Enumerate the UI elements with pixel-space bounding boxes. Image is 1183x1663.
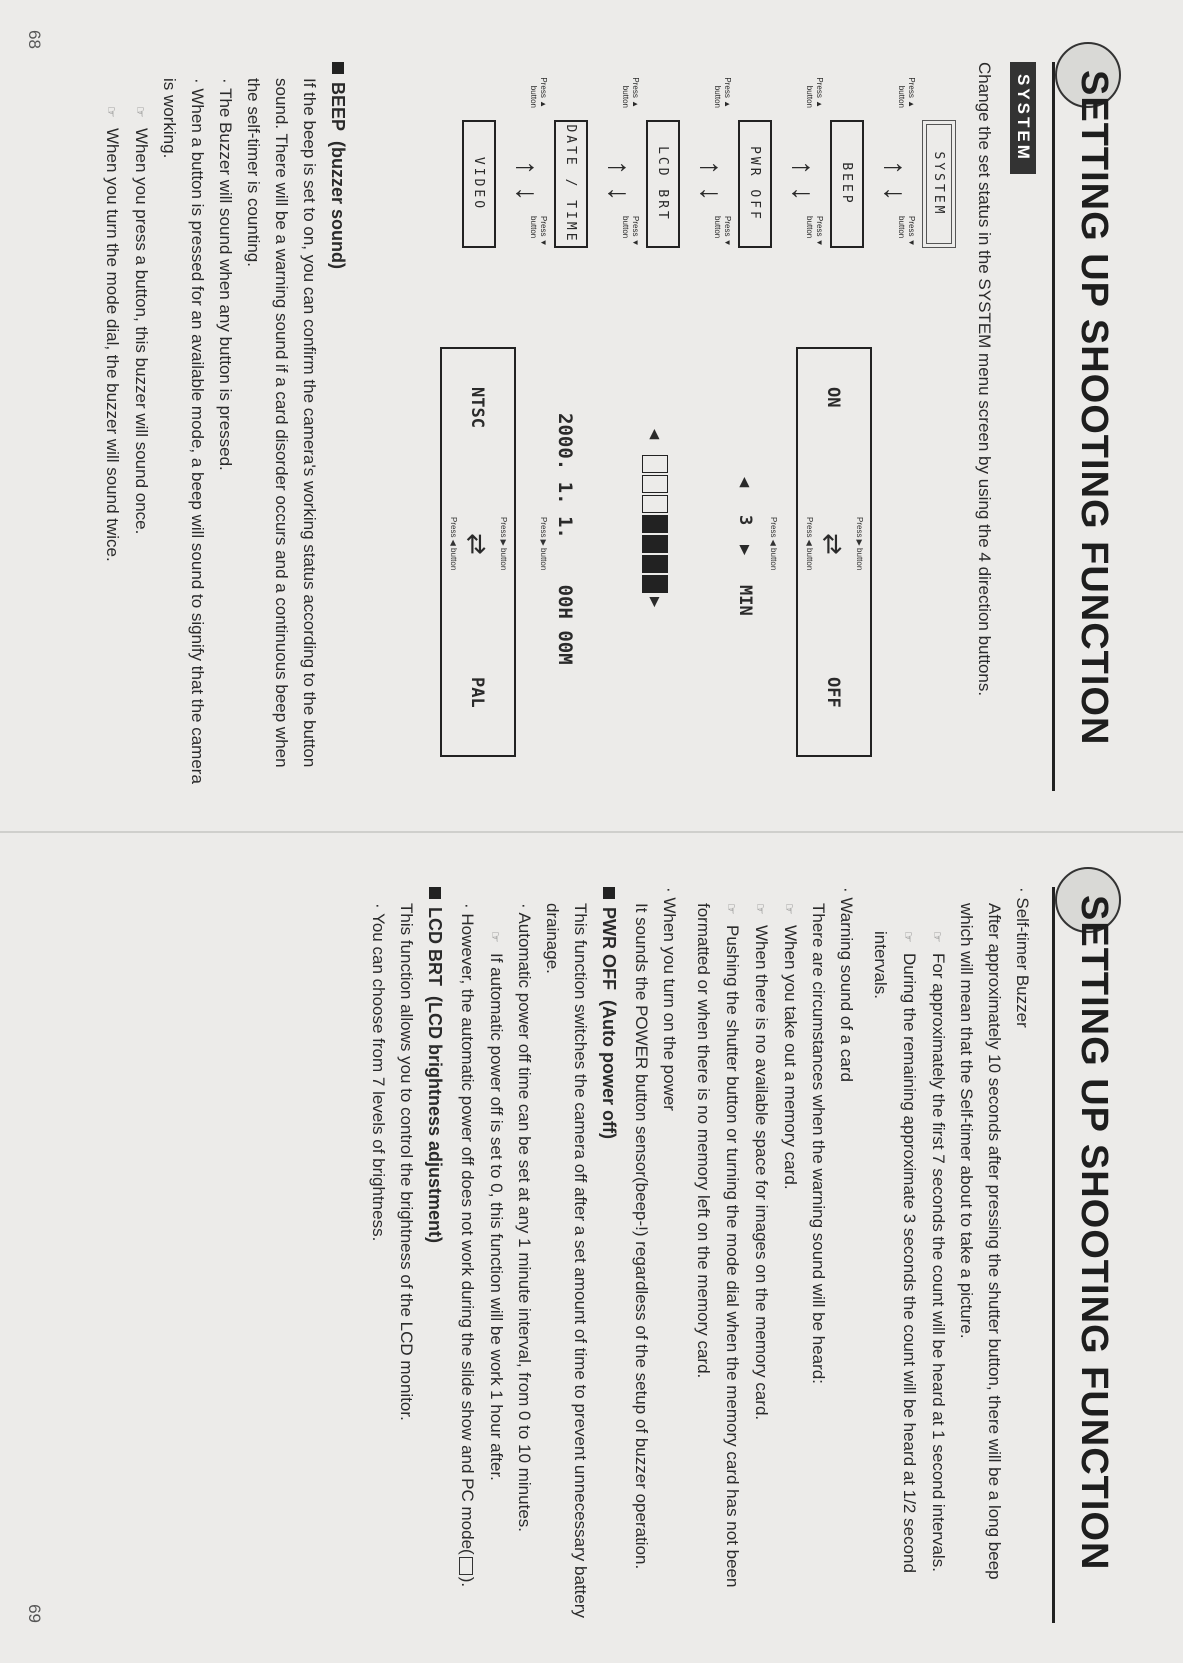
beep-on-value: ON (823, 387, 843, 408)
page-header (1052, 887, 1125, 1623)
press-left-note: Press ◀ button (769, 517, 778, 571)
press-right-note: Press ▶ button (855, 517, 864, 571)
warning-card-note: ☞When you take out a memory card. (775, 887, 804, 1623)
beep-note: ☞When you press a button, this buzzer will sound once. (126, 62, 155, 791)
menu-item-video: VIDEO (462, 120, 496, 248)
power-on-section (627, 887, 683, 1623)
pointing-hand-icon: ☞ (930, 931, 945, 943)
pwr-off-note: ☞If automatic power off is set to 0, this function will be work 1 hour after. (481, 887, 510, 1623)
menu-item-date-time: DATE / TIME (554, 120, 588, 248)
power-on-heading: · When you turn on the power (660, 887, 679, 1111)
warning-card-heading: · Warning sound of a card (837, 887, 856, 1082)
down-arrow-icon: ↓ (786, 186, 819, 201)
press-down-note: Press ▼ button (805, 216, 824, 247)
lcd-level-cell (642, 515, 668, 533)
power-on-text: It sounds the POWER button sensor(beep-!) regardless of the setup of buzzer operation. (632, 903, 651, 1570)
pc-mode-icon (459, 1557, 473, 1575)
press-right-note: Press ▶ button (499, 517, 508, 571)
warning-card-note: ☞Pushing the shutter button or turning the mode dial when the memory card has not been formatted or when there is no memory left on the memory card. (689, 887, 746, 1623)
lcd-level-cell (642, 535, 668, 553)
pointing-hand-icon: ☞ (753, 903, 768, 915)
down-arrow-icon: ↓ (602, 186, 635, 201)
menu-item-beep: BEEP (830, 120, 864, 248)
pointing-hand-icon: ☞ (901, 931, 916, 943)
warning-card-note: ☞When there is no available space for images on the memory card. (746, 887, 775, 1623)
pwr-off-heading: PWR OFF (Auto power off) (598, 887, 619, 1623)
warning-card-section (689, 887, 860, 1623)
beep-heading: BEEP (buzzer sound) (327, 62, 348, 791)
press-down-note: Press ▼ button (713, 216, 732, 247)
section-tag: SYSTEM (1010, 62, 1036, 174)
swap-arrows-icon: ⇄ (818, 533, 848, 555)
beep-paragraph: If the beep is set to on, you can confirm the camera's working status according to the button sound. There will be a warning sound if a card disorder occurs and a continuous beep when the self-timer is counting. (244, 78, 319, 768)
up-arrow-icon: ↑ (602, 160, 635, 175)
intro-text: Change the set status in the SYSTEM menu screen by using the 4 direction buttons. (975, 62, 994, 697)
nav-arrows (496, 77, 554, 260)
video-pal-value: PAL (467, 677, 487, 708)
video-options (442, 347, 548, 757)
menu-item-system: SYSTEM (922, 120, 956, 248)
press-up-note: Press ▲ button (805, 77, 824, 108)
press-down-note: Press ▼ button (621, 216, 640, 247)
down-arrow-icon: ↓ (694, 186, 727, 201)
up-arrow-icon: ↑ (694, 160, 727, 175)
lcd-level-cell (642, 555, 668, 573)
menu-column (462, 77, 956, 260)
self-timer-section (866, 887, 1036, 1623)
self-timer-note: ☞For approximately the first 7 seconds the count will be heard at 1 second intervals. (923, 887, 952, 1623)
pointing-hand-icon: ☞ (488, 931, 503, 943)
menu-item-pwr-off: PWR OFF (738, 120, 772, 248)
page-title: SETTING UP SHOOTING FUNCTION (1073, 895, 1115, 1571)
page-number: 69 (25, 1604, 44, 1623)
video-ntsc-value: NTSC (467, 387, 487, 428)
left-triangle-icon: ◀ (645, 429, 665, 440)
self-timer-heading: · Self-timer Buzzer (1013, 887, 1032, 1028)
self-timer-note: ☞During the remaining approximate 3 seconds the count will be heard at 1/2 second intervals. (866, 887, 923, 1623)
lcd-brightness-bar (642, 455, 668, 593)
beep-note: ☞When you turn the mode dial, the buzzer will sound twice. (97, 62, 126, 791)
left-triangle-icon: ◀ (735, 477, 755, 488)
page-header (1052, 62, 1125, 791)
swap-arrows-icon: ⇄ (462, 533, 492, 555)
lcd-brt-section (364, 887, 445, 1623)
press-up-note: Press ▲ button (713, 77, 732, 108)
system-menu-diagram (356, 62, 956, 791)
up-arrow-icon: ↑ (510, 160, 543, 175)
lcd-level-cell (642, 495, 668, 513)
nav-arrows (772, 77, 830, 260)
beep-bullet: · The Buzzer will sound when any button is pressed. (216, 78, 235, 471)
press-down-note: Press ▼ button (529, 216, 548, 247)
pointing-hand-icon: ☞ (104, 106, 119, 118)
bullet-square-icon (332, 62, 344, 74)
pwr-off-text: This function switches the camera off after a set amount of time to prevent unnecessary battery drainage. (543, 903, 590, 1618)
up-arrow-icon: ↑ (786, 160, 819, 175)
page-69 (0, 832, 1183, 1663)
lcd-brt-options (620, 347, 690, 757)
page-68 (0, 0, 1183, 831)
pwr-off-section (453, 887, 619, 1623)
press-up-note: Press ▲ button (897, 77, 916, 108)
bullet-square-icon (603, 887, 615, 899)
lcd-level-cell (642, 455, 668, 473)
press-left-note: Press ◀ button (449, 517, 458, 571)
press-down-note: Press ▼ button (897, 216, 916, 247)
warning-card-text: There are circumstances when the warning sound will be heard: (809, 903, 828, 1384)
pointing-hand-icon: ☞ (724, 903, 739, 915)
beep-options (798, 347, 868, 757)
self-timer-text: After approximately 10 seconds after pressing the shutter button, there will be a long beep which will mean that the Self-timer about to take a picture. (957, 903, 1004, 1580)
nav-arrows (864, 77, 922, 260)
up-arrow-icon: ↑ (878, 160, 911, 175)
bullet-square-icon (429, 887, 441, 899)
page-number: 68 (25, 30, 44, 49)
lcd-brt-heading: LCD BRT (LCD brightness adjustment) (424, 887, 445, 1623)
press-up-note: Press ▲ button (529, 77, 548, 108)
beep-section (97, 62, 348, 791)
lcd-brt-bullet: · You can choose from 7 levels of brightness. (369, 903, 388, 1242)
pwr-off-value: 3 (735, 515, 755, 526)
down-arrow-icon: ↓ (878, 186, 911, 201)
pointing-hand-icon: ☞ (133, 106, 148, 118)
pwr-off-bullet: · However, the automatic power off does not work during the slide show and PC mode(). (458, 903, 477, 1588)
pointing-hand-icon: ☞ (782, 903, 797, 915)
lcd-brt-text: This function allows you to control the brightness of the LCD monitor. (397, 903, 416, 1421)
right-triangle-icon: ▶ (735, 545, 755, 556)
press-left-note: Press ◀ button (805, 517, 814, 571)
beep-off-value: OFF (823, 677, 843, 708)
pwr-off-unit: MIN (735, 585, 755, 616)
nav-arrows (588, 77, 646, 260)
press-up-note: Press ▲ button (621, 77, 640, 108)
press-right-note: Press ▶ button (539, 517, 548, 571)
lcd-level-cell (642, 575, 668, 593)
beep-bullet: · When a button is pressed for an available mode, a beep will sound to signify that the camera is working. (160, 78, 207, 784)
pwr-off-bullet: · Automatic power off time can be set at any 1 minute interval, from 0 to 10 minutes. (515, 903, 534, 1532)
pwr-off-options (710, 347, 780, 757)
page-title: SETTING UP SHOOTING FUNCTION (1073, 70, 1115, 746)
lcd-level-cell (642, 475, 668, 493)
date-time-value: 2000. 1. 1. 00H 00M (554, 413, 576, 665)
right-triangle-icon: ▶ (645, 597, 665, 608)
menu-item-lcd-brt: LCD BRT (646, 120, 680, 248)
down-arrow-icon: ↓ (510, 186, 543, 201)
nav-arrows (680, 77, 738, 260)
